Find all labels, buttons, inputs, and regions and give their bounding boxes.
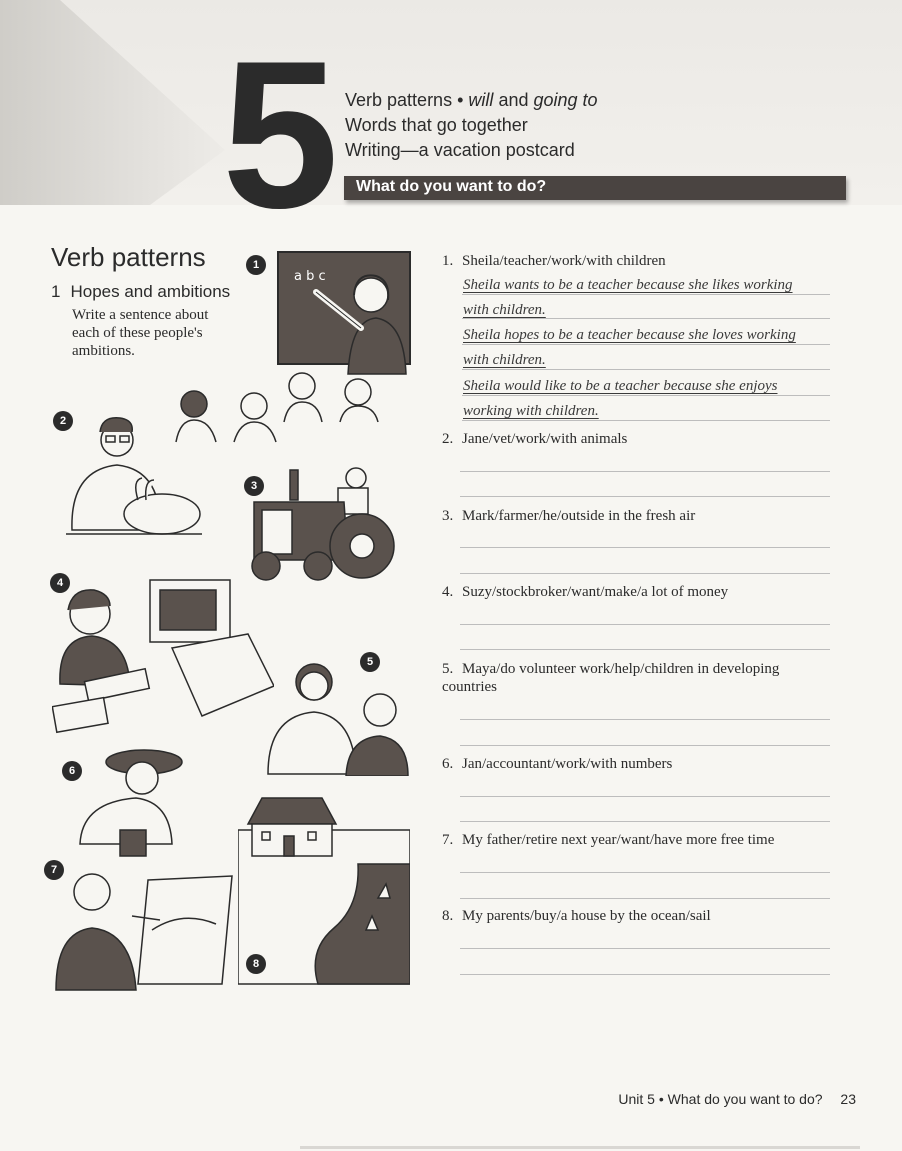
topic-line-1: Verb patterns • will and going to	[345, 90, 598, 110]
topic-line-3: Writing—a vacation postcard	[345, 140, 575, 160]
board-text: a b c	[294, 269, 326, 284]
illustration-number-6: 6	[62, 761, 82, 781]
topic-line-2: Words that go together	[345, 115, 528, 135]
illustration-number-5: 5	[360, 652, 380, 672]
illustration-number-1: 1	[246, 255, 266, 275]
answer-line[interactable]	[460, 573, 830, 574]
answer-line[interactable]	[460, 872, 830, 873]
stockbroker-computer-icon	[52, 576, 274, 736]
item-2-prompt: 2. Jane/vet/work/with animals	[442, 431, 628, 447]
bottom-rule	[300, 1146, 860, 1149]
item-5-prompt: 5. Maya/do volunteer work/help/children in developing countries	[442, 661, 780, 695]
answer-line	[462, 344, 830, 345]
answer-line[interactable]	[460, 471, 830, 472]
item-8-prompt: 8. My parents/buy/a house by the ocean/sail	[442, 908, 711, 924]
volunteer-child-icon	[262, 654, 412, 776]
teacher-blackboard-icon	[276, 250, 412, 376]
farmer-tractor-icon	[248, 462, 398, 584]
item-1-answer-line-4: with children.	[463, 352, 546, 368]
illustration-number-2: 2	[53, 411, 73, 431]
answer-line[interactable]	[460, 948, 830, 949]
page-footer: Unit 5 • What do you want to do? 23	[618, 1091, 856, 1107]
accountant-calculator-icon	[74, 740, 186, 860]
answer-line[interactable]	[460, 547, 830, 548]
house-ocean-icon	[238, 780, 410, 985]
answer-line	[462, 294, 830, 295]
unit-number: 5	[222, 17, 331, 252]
item-1-answer-line-2: with children.	[463, 302, 546, 318]
answer-line[interactable]	[460, 796, 830, 797]
answer-line[interactable]	[460, 649, 830, 650]
illustration-number-4: 4	[50, 573, 70, 593]
answer-line[interactable]	[460, 624, 830, 625]
header-arrow-shape	[0, 0, 230, 205]
unit-banner-text: What do you want to do?	[356, 178, 547, 195]
answer-line	[462, 395, 830, 396]
unit-banner	[344, 176, 846, 200]
item-4-prompt: 4. Suzy/stockbroker/want/make/a lot of money	[442, 584, 729, 600]
answer-line	[462, 318, 830, 319]
answer-line[interactable]	[460, 898, 830, 899]
answer-line[interactable]	[460, 719, 830, 720]
item-1-answer-line-6: working with children.	[463, 403, 599, 419]
section-title: Verb patterns	[51, 242, 206, 272]
answer-line[interactable]	[460, 974, 830, 975]
unit-topics	[345, 88, 598, 163]
exercise-title: 1 Hopes and ambitions	[51, 282, 231, 301]
exercise-instructions: Write a sentence about each of these people's ambitions.	[72, 307, 209, 359]
illustration-number-3: 3	[244, 476, 264, 496]
vet-rabbit-icon	[62, 410, 207, 545]
item-7-prompt: 7. My father/retire next year/want/have more free time	[442, 832, 775, 848]
item-1-answer-line-3: Sheila hopes to be a teacher because she loves working	[463, 327, 796, 343]
illustration-number-8: 8	[246, 954, 266, 974]
answer-line[interactable]	[460, 821, 830, 822]
painter-easel-icon	[52, 860, 236, 992]
item-3-prompt: 3. Mark/farmer/he/outside in the fresh air	[442, 508, 696, 524]
item-1-answer-line-5: Sheila would like to be a teacher because she enjoys	[463, 378, 778, 394]
item-1-prompt: 1. Sheila/teacher/work/with children	[442, 253, 666, 269]
answer-line	[462, 420, 830, 421]
answer-line	[462, 369, 830, 370]
illustration-number-7: 7	[44, 860, 64, 880]
page-number: 23	[840, 1091, 856, 1107]
item-6-prompt: 6. Jan/accountant/work/with numbers	[442, 756, 673, 772]
answer-line[interactable]	[460, 745, 830, 746]
item-1-answer-line-1: Sheila wants to be a teacher because she likes working	[463, 277, 793, 293]
answer-line[interactable]	[460, 496, 830, 497]
